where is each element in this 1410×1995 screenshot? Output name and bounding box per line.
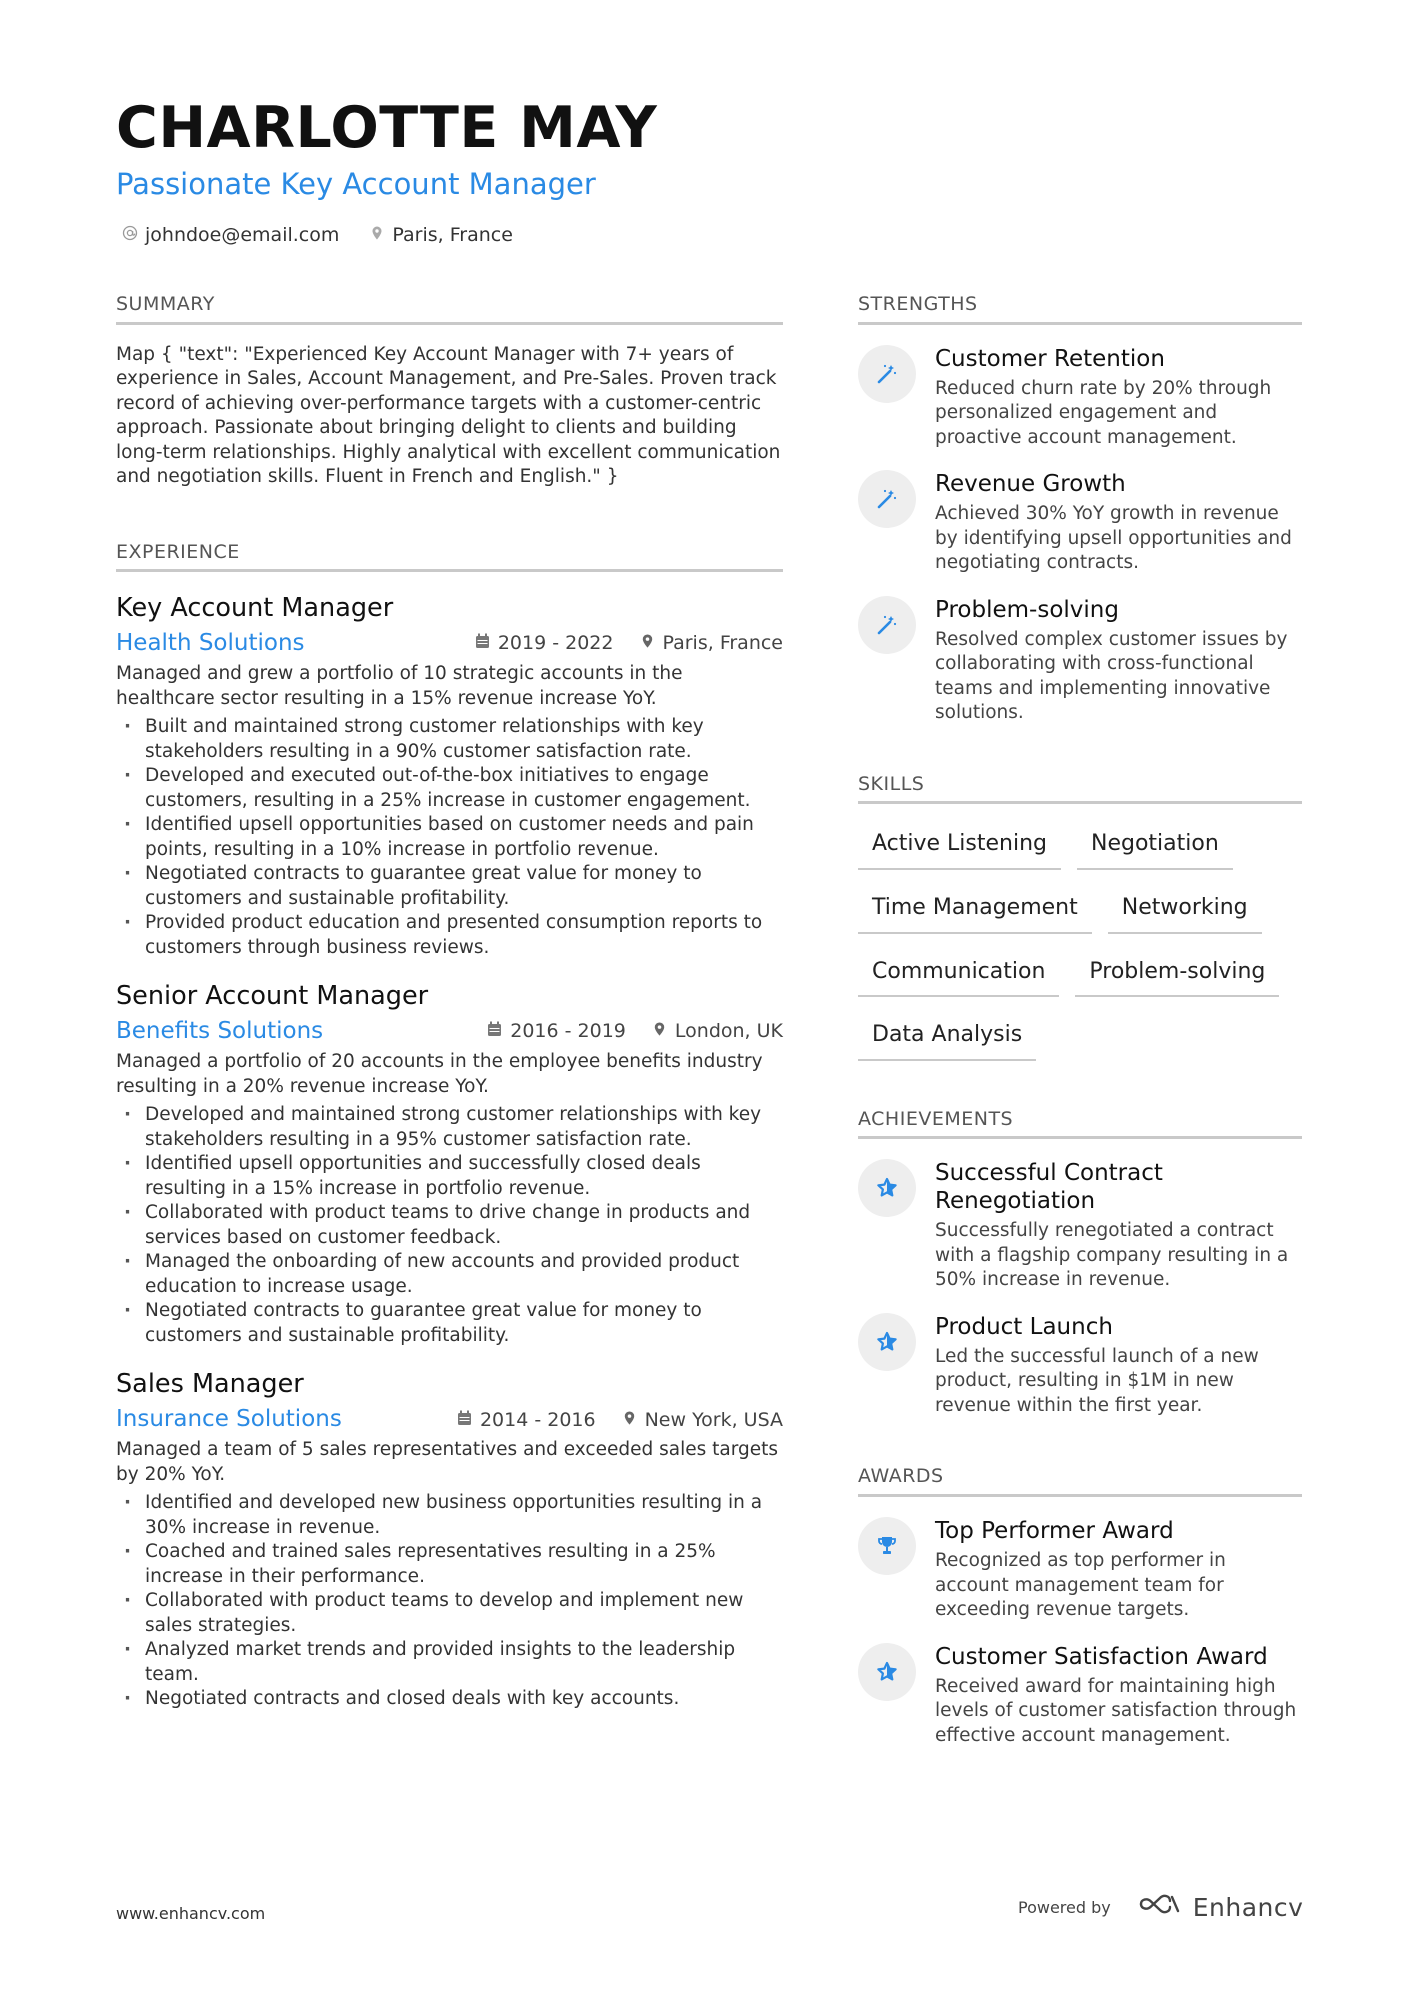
calendar-icon (457, 1409, 472, 1431)
strength-description: Achieved 30% YoY growth in revenue by identifying upsell opportunities and negotiating contracts. (935, 503, 1292, 574)
job-description: Managed a team of 5 sales representatives and exceeded sales targets by 20% YoY. (116, 1439, 779, 1485)
bullet-item: · Developed and maintained strong customer relationships with key stakeholders resulting in a 95% customer satisfaction rate. (116, 1103, 783, 1152)
job-title: Key Account Manager (116, 593, 394, 624)
job-location (622, 1409, 783, 1431)
skill-tag: Communication (858, 950, 1059, 998)
star-icon (858, 1643, 916, 1701)
at-icon (122, 224, 138, 246)
experience-entry (116, 592, 783, 960)
left-column (116, 292, 783, 1712)
infinity-logo-icon (1137, 1892, 1183, 1922)
contact-email[interactable] (122, 224, 339, 246)
job-title: Sales Manager (116, 1369, 304, 1400)
bullet-item: · Identified upsell opportunities and successfully closed deals resulting in a 15% increase in portfolio revenue. (116, 1152, 783, 1201)
achievement-body (935, 1159, 1302, 1293)
brand-name: Enhancv (1192, 1892, 1304, 1922)
bullet-item: · Negotiated contracts to guarantee great value for money to customers and sustainable profitability. (116, 862, 783, 911)
brand-logo[interactable] (1137, 1892, 1304, 1922)
calendar-icon (487, 1020, 502, 1042)
job-location (640, 632, 784, 654)
bullet-item: · Managed the onboarding of new accounts and provided product education to increase usage. (116, 1250, 783, 1299)
strength-item (858, 470, 1302, 576)
job-dates-text: 2016 - 2019 (510, 1020, 626, 1043)
job-dates (475, 632, 614, 654)
job-header-row (116, 1017, 783, 1047)
job-dates (457, 1409, 596, 1431)
calendar-icon (475, 632, 490, 654)
company-name: Health Solutions (116, 629, 305, 656)
skill-tag: Problem-solving (1075, 950, 1279, 998)
achievement-body (935, 1313, 1302, 1419)
skill-tag: Active Listening (858, 822, 1061, 870)
strength-description: Reduced churn rate by 20% through personalized engagement and proactive account management. (935, 377, 1272, 448)
skills-list (858, 822, 1302, 1060)
summary-text: Map { "text": "Experienced Key Account Manager with 7+ years of experience in Sales, Account Management, and Pre-Sales. Proven track record of achieving over-performance targets with a customer-centric approach. Passionate about bringing delight to clients and building long-term relationships. Highly analytical with excellent communication and negotiation skills. Fluent in French and English." } (116, 343, 781, 488)
location-pin-icon (622, 1409, 637, 1431)
trophy-icon (858, 1517, 916, 1575)
bullet-item: · Collaborated with product teams to drive change in products and services based on customer feedback. (116, 1201, 783, 1250)
award-title: Customer Satisfaction Award (935, 1643, 1268, 1670)
star-icon (858, 1159, 916, 1217)
job-location-text: New York, USA (644, 1408, 783, 1431)
contact-info (122, 224, 513, 246)
strengths-heading: STRENGTHS (858, 292, 1302, 325)
skill-tag: Negotiation (1077, 822, 1233, 870)
achievement-description: Led the successful launch of a new product, resulting in $1M in new revenue within the first year. (935, 1345, 1259, 1416)
experience-heading: EXPERIENCE (116, 540, 783, 573)
strength-body (935, 345, 1302, 451)
bullet-item: · Negotiated contracts and closed deals with key accounts. (116, 1687, 783, 1712)
footer-website-link[interactable]: www.enhancv.com (116, 1904, 266, 1923)
job-dates-text: 2014 - 2016 (479, 1408, 596, 1431)
achievements-section (858, 1107, 1302, 1419)
award-body (935, 1643, 1302, 1749)
location-pin-icon (369, 224, 385, 246)
job-bullets (116, 715, 783, 960)
candidate-title: Passionate Key Account Manager (116, 167, 596, 201)
strength-title: Customer Retention (935, 345, 1165, 372)
job-header-row (116, 629, 783, 659)
strength-title: Problem-solving (935, 596, 1119, 623)
company-name: Benefits Solutions (116, 1017, 324, 1044)
company-name: Insurance Solutions (116, 1405, 342, 1432)
job-bullets (116, 1491, 783, 1712)
strength-description: Resolved complex customer issues by collaborating with cross-functional teams and implementing innovative solutions. (935, 628, 1288, 724)
achievement-title: Product Launch (935, 1313, 1113, 1340)
summary-section (116, 292, 783, 490)
award-item (858, 1643, 1302, 1749)
job-location-text: Paris, France (662, 632, 783, 655)
skill-tag: Time Management (858, 886, 1092, 934)
magic-wand-icon (858, 470, 916, 528)
job-dates-text: 2019 - 2022 (497, 632, 614, 655)
award-title: Top Performer Award (935, 1518, 1174, 1545)
skill-tag: Data Analysis (858, 1013, 1036, 1061)
experience-entry (116, 980, 783, 1348)
bullet-item: · Identified and developed new business opportunities resulting in a 30% increase in revenue. (116, 1491, 783, 1540)
location-text: Paris, France (392, 224, 513, 246)
strength-body (935, 596, 1302, 726)
job-title: Senior Account Manager (116, 981, 429, 1012)
experience-section (116, 540, 783, 1712)
skill-tag: Networking (1108, 886, 1262, 934)
bullet-item: · Built and maintained strong customer relationships with key stakeholders resulting in a 90% customer satisfaction rate. (116, 715, 783, 764)
achievement-title: Successful Contract Renegotiation (935, 1160, 1163, 1215)
location-pin-icon (640, 632, 655, 654)
strength-body (935, 470, 1302, 576)
location-pin-icon (652, 1020, 667, 1042)
job-dates (487, 1020, 626, 1042)
award-description: Received award for maintaining high levels of customer satisfaction through effective account management. (935, 1675, 1297, 1746)
powered-by-text: Powered by (1018, 1897, 1111, 1917)
achievements-heading: ACHIEVEMENTS (858, 1107, 1302, 1140)
job-description: Managed a portfolio of 20 accounts in the employee benefits industry resulting in a 20% revenue increase YoY. (116, 1051, 763, 1097)
achievement-description: Successfully renegotiated a contract with a flagship company resulting in a 50% increase in revenue. (935, 1220, 1289, 1291)
footer-branding (1018, 1892, 1303, 1922)
bullet-item: · Developed and executed out-of-the-box initiatives to engage customers, resulting in a 25% increase in customer engagement. (116, 764, 783, 813)
skills-heading: SKILLS (858, 772, 1302, 805)
job-location (652, 1020, 783, 1042)
job-header-row (116, 1405, 783, 1435)
bullet-item: · Collaborated with product teams to develop and implement new sales strategies. (116, 1589, 783, 1638)
email-text: johndoe@email.com (145, 224, 340, 246)
magic-wand-icon (858, 345, 916, 403)
bullet-item: · Analyzed market trends and provided insights to the leadership team. (116, 1638, 783, 1687)
strength-title: Revenue Growth (935, 471, 1126, 498)
experience-entry (116, 1368, 783, 1712)
awards-heading: AWARDS (858, 1464, 1302, 1497)
bullet-item: · Coached and trained sales representatives resulting in a 25% increase in their performance. (116, 1540, 783, 1589)
bullet-item: · Identified upsell opportunities based on customer needs and pain points, resulting in a 10% increase in portfolio revenue. (116, 813, 783, 862)
bullet-item: · Negotiated contracts to guarantee great value for money to customers and sustainable profitability. (116, 1299, 783, 1348)
magic-wand-icon (858, 596, 916, 654)
awards-section (858, 1464, 1302, 1748)
skills-section (858, 772, 1302, 1061)
job-bullets (116, 1103, 783, 1348)
job-meta (457, 1409, 783, 1431)
job-meta (487, 1020, 783, 1042)
bullet-item: · Provided product education and presented consumption reports to customers through business reviews. (116, 911, 783, 960)
award-body (935, 1517, 1302, 1623)
job-description: Managed and grew a portfolio of 10 strategic accounts in the healthcare sector resulting in a 15% revenue increase YoY. (116, 663, 683, 709)
strengths-section (858, 292, 1302, 726)
achievement-item (858, 1313, 1302, 1419)
strength-item (858, 596, 1302, 726)
award-description: Recognized as top performer in account management team for exceeding revenue targets. (935, 1550, 1226, 1621)
strength-item (858, 345, 1302, 451)
achievement-item (858, 1159, 1302, 1293)
right-column (858, 292, 1302, 1748)
job-meta (475, 632, 783, 654)
award-item (858, 1517, 1302, 1623)
candidate-name: CHARLOTTE MAY (116, 95, 658, 161)
star-icon (858, 1313, 916, 1371)
summary-heading: SUMMARY (116, 292, 783, 325)
contact-location (369, 224, 513, 246)
job-location-text: London, UK (674, 1020, 783, 1043)
